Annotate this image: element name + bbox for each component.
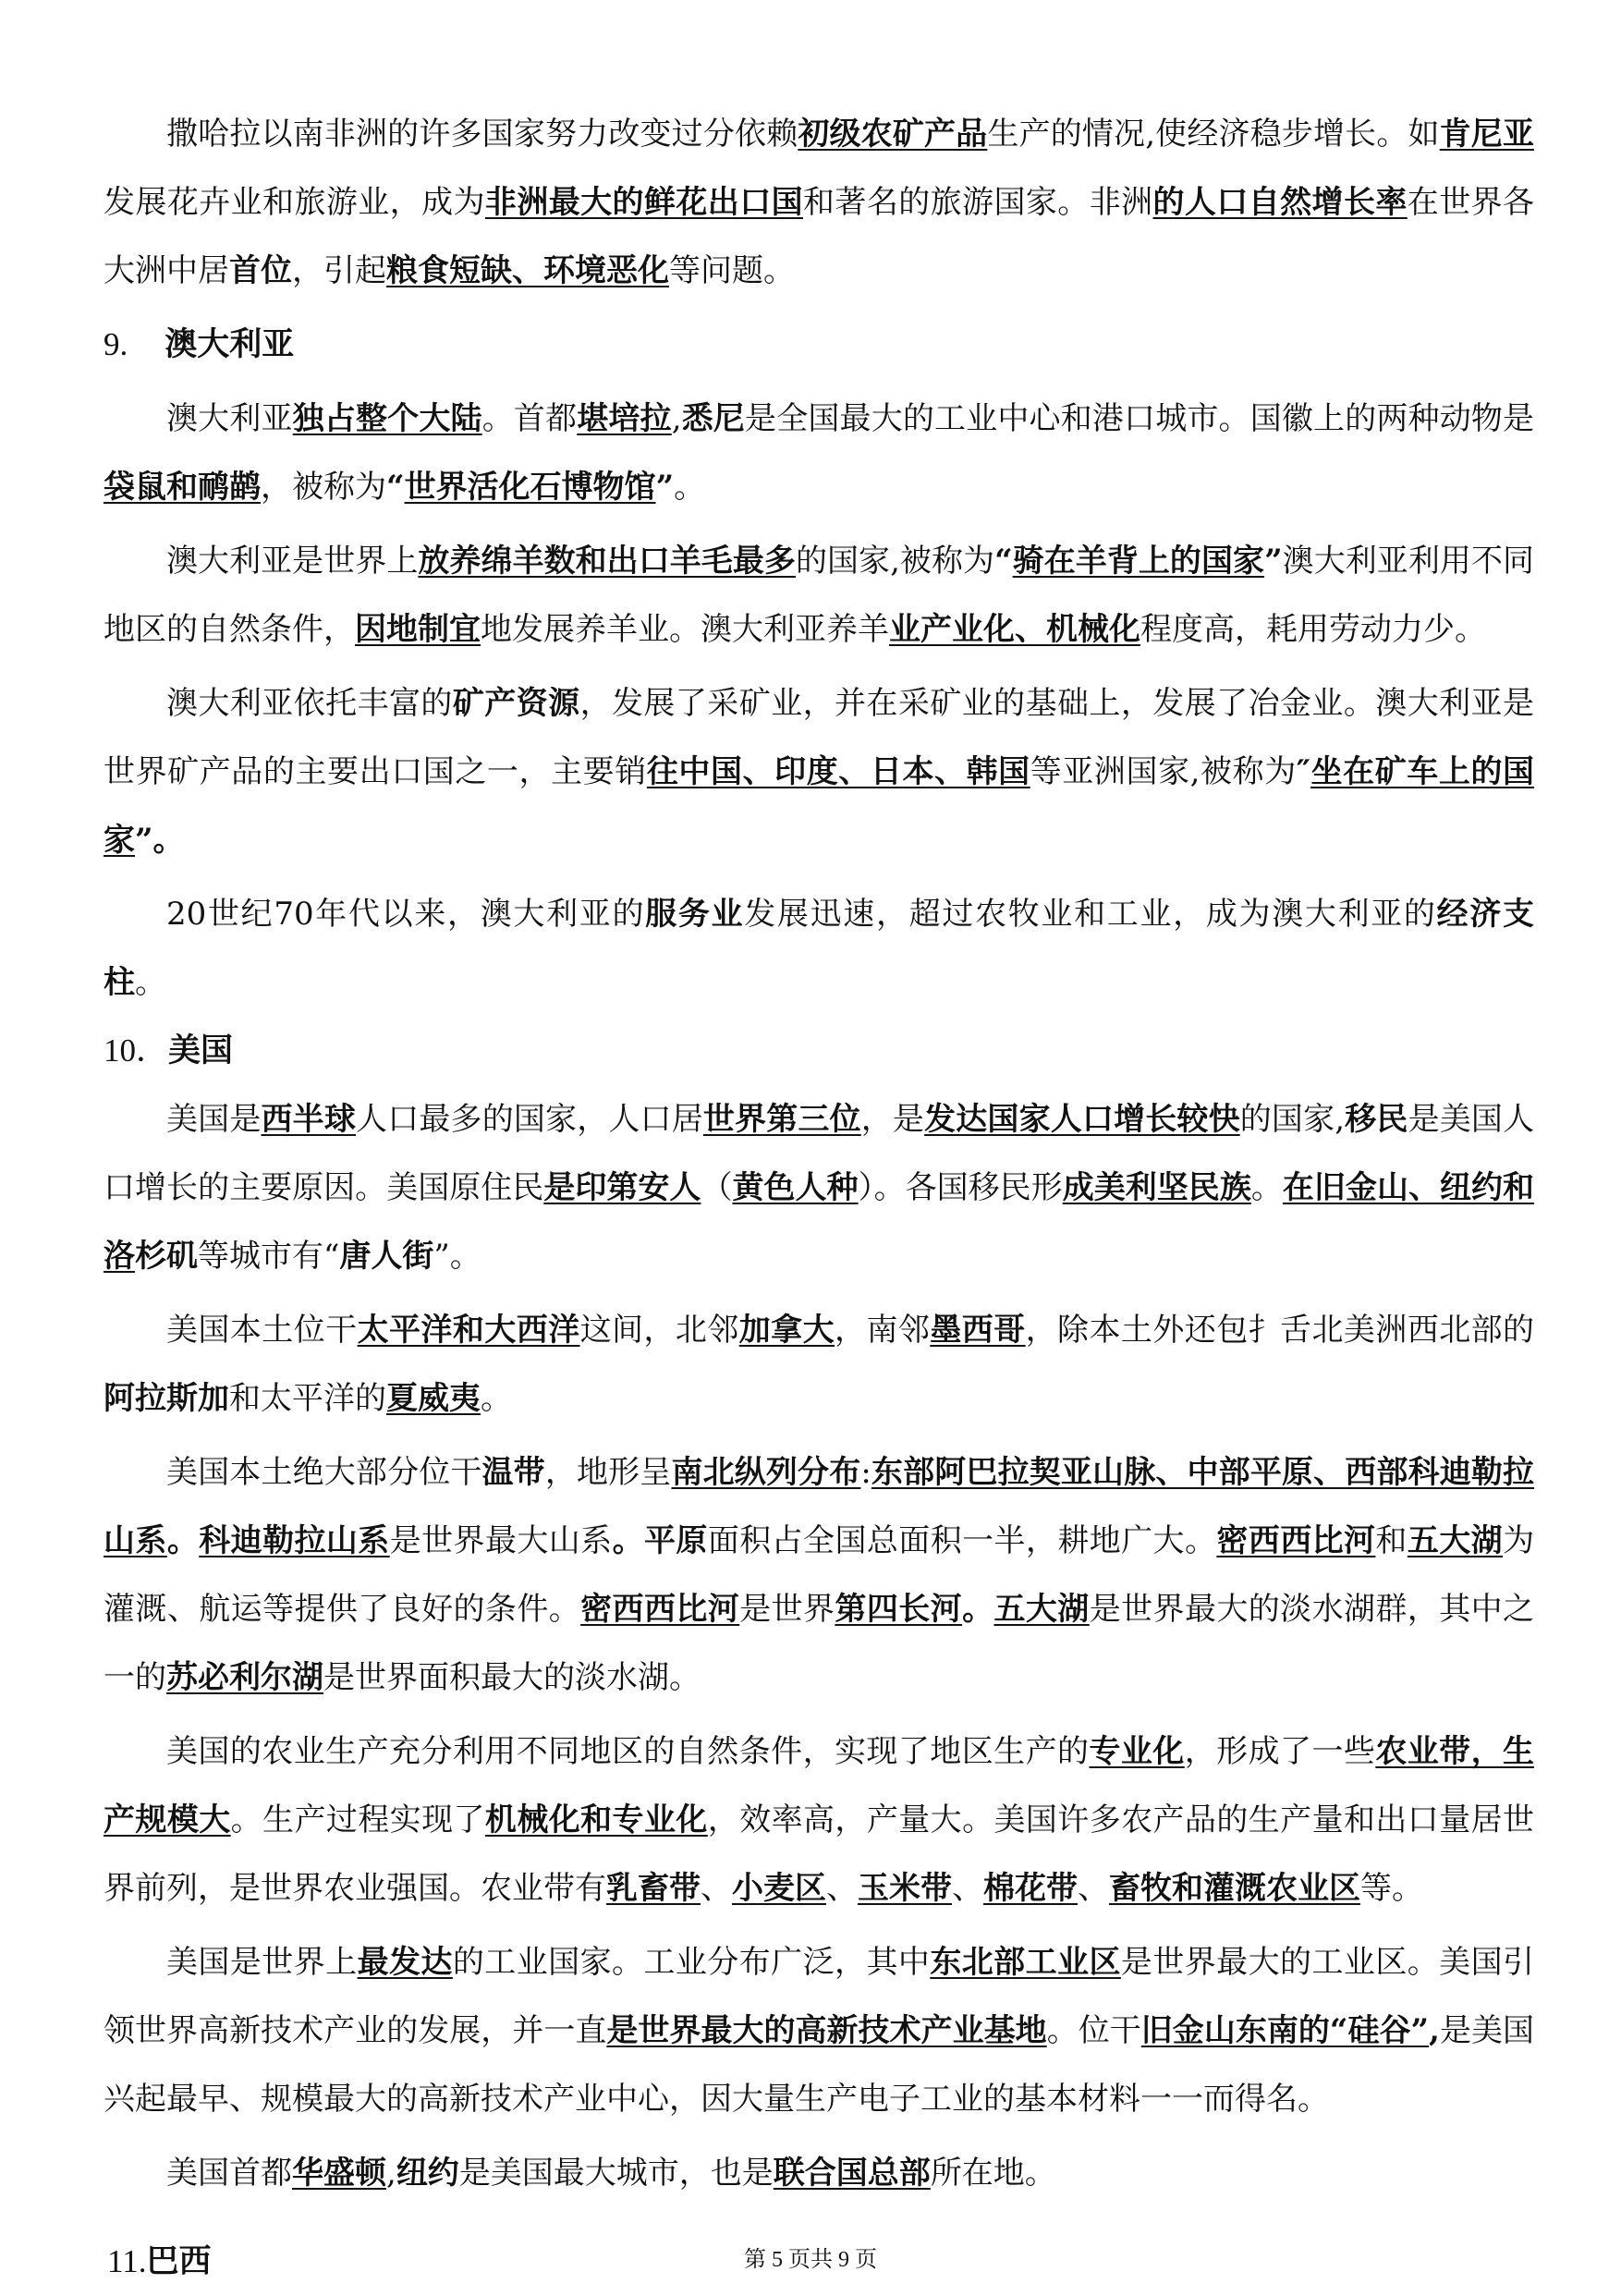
bold-text: 温带 <box>481 1454 545 1491</box>
text-run: 、 <box>826 1870 858 1907</box>
emphasized-term: 非洲最大的鲜花出口国 <box>484 184 804 221</box>
emphasized-term: 旧金山东南的“硅谷” <box>1140 2012 1430 2049</box>
text-run: 发展迅速，超过农牧业和工业，成为澳大利亚的 <box>744 896 1437 933</box>
emphasized-term: 成美利坚民族 <box>1062 1169 1251 1206</box>
total-pages-number: 9 <box>838 2248 849 2272</box>
paragraph <box>104 669 1534 874</box>
bold-text: 杉矶 <box>135 1238 198 1275</box>
paragraph <box>104 1085 1534 1290</box>
emphasized-term: 初级农矿产品 <box>798 116 988 153</box>
emphasized-term: 机械化和专业化 <box>484 1801 708 1838</box>
emphasized-term: 畜牧和灌溉农业区 <box>1109 1870 1360 1907</box>
bold-text: , <box>1429 2012 1440 2049</box>
text-run: ，是 <box>860 1101 925 1138</box>
paragraph <box>104 1296 1534 1433</box>
text-run: 是世界最大山系 <box>389 1522 613 1559</box>
text-run: 的工业国家。工业分布广泛，其中 <box>452 1944 931 1981</box>
emphasized-term: 科迪勒拉山系 <box>199 1522 390 1559</box>
text-run: 。 <box>674 469 706 506</box>
current-page-number: 5 <box>772 2248 783 2272</box>
emphasized-term: 堪培拉 <box>577 400 672 437</box>
text-run: 和太平洋的 <box>229 1380 386 1417</box>
bold-text: 经济支柱 <box>104 896 1534 1001</box>
text-run: 、 <box>952 1870 983 1907</box>
bold-text: 。 <box>962 1591 994 1628</box>
bold-text: ” <box>655 469 675 506</box>
emphasized-term: 在旧金山、纽约和洛 <box>104 1169 1535 1275</box>
bold-text: “ <box>994 543 1013 580</box>
emphasized-term: 联合国总部 <box>773 2155 931 2192</box>
text-run: 美国本土位干 <box>166 1312 358 1349</box>
bold-text: 。平原 <box>612 1522 708 1559</box>
text-run: 和 <box>1375 1522 1408 1559</box>
text-run: 美国本土绝大部分位干 <box>166 1454 482 1491</box>
emphasized-term: 太平洋和大西洋 <box>357 1312 580 1349</box>
text-run: ，发展了采矿业，并在采矿业的基础上，发展了冶金业。澳大利亚是世界矿产品的主要出口国之一，主要销 <box>104 685 1535 790</box>
emphasized-term: 墨西哥 <box>930 1312 1026 1349</box>
emphasized-term: 夏威夷 <box>386 1380 481 1417</box>
paragraph <box>104 1928 1534 2133</box>
text-run: 撒哈拉以南非洲的许多国家努力改变过分依赖 <box>166 116 798 153</box>
section-title: 澳大利亚 <box>165 325 295 363</box>
emphasized-term: 世界活化石博物馆 <box>404 469 656 506</box>
text-run: 是世界最大的淡水湖群，其中之一的 <box>104 1591 1535 1696</box>
text-run: 美国是世界上 <box>166 1944 358 1981</box>
emphasized-term: 骑在羊背上的国家 <box>1012 543 1265 580</box>
text-run: ）。各国移民形 <box>858 1169 1063 1206</box>
text-run: 等城市有“ <box>198 1238 340 1275</box>
emphasized-term: 东北部工业区 <box>930 1944 1121 1981</box>
paragraph <box>104 1438 1534 1712</box>
text-run: 。首都 <box>481 400 578 437</box>
emphasized-term: 是世界最大的高新技术产业基地 <box>606 2012 1047 2049</box>
text-run: 所在地。 <box>930 2155 1056 2192</box>
paragraph <box>104 1717 1534 1923</box>
bold-text: 纽约 <box>396 2155 459 2192</box>
bold-text: ”。 <box>135 822 185 859</box>
text-run: 等。 <box>1360 1870 1423 1907</box>
emphasized-term: 坐在矿车上的国家 <box>104 753 1535 859</box>
text-run: 美国是 <box>166 1101 262 1138</box>
footer-middle: 页共 <box>788 2248 833 2272</box>
emphasized-term: 小麦区 <box>732 1870 826 1907</box>
text-run: ，被称为 <box>261 469 386 506</box>
bold-text: 首位 <box>229 252 292 289</box>
text-run: 、 <box>1078 1870 1109 1907</box>
text-run: 生产的情况,使经济稳步增长。如 <box>987 116 1440 153</box>
text-run: , <box>671 400 682 437</box>
page-footer <box>0 2241 1621 2273</box>
emphasized-term: 乳畜带 <box>606 1870 701 1907</box>
emphasized-term: 的人口自然增长率 <box>1152 184 1408 221</box>
paragraph <box>104 880 1534 1017</box>
emphasized-term: 黄色人种 <box>732 1169 859 1206</box>
text-run: 。生产过程实现了 <box>230 1801 485 1838</box>
text-run: 澳大利亚是世界上 <box>166 543 419 580</box>
emphasized-term: 业产业化、机械化 <box>889 611 1140 648</box>
bold-text: 移民 <box>1345 1101 1408 1138</box>
text-run: 是美国人口增长的主要原因。美国原住民 <box>104 1101 1535 1206</box>
bold-text: 阿拉斯加 <box>104 1380 229 1417</box>
emphasized-term: 发达国家人口增长较快 <box>924 1101 1240 1138</box>
text-run: 为灌溉、航运等提供了良好的条件。 <box>104 1522 1535 1628</box>
paragraph <box>104 385 1534 521</box>
text-run: 面积占全国总面积一半，耕地广大。 <box>707 1522 1217 1559</box>
paragraph <box>104 100 1534 305</box>
text-run: 的国家, <box>1239 1101 1346 1138</box>
paragraph <box>104 2139 1534 2207</box>
text-run: 等问题。 <box>669 252 795 289</box>
text-run: ，引起 <box>292 252 386 289</box>
text-run: 是美国兴起最早、规模最大的高新技术产业中心，因大量生产电子工业的基本材料一一而得名。 <box>104 2012 1535 2118</box>
section-title: 美国 <box>168 1032 234 1069</box>
emphasized-term: 因地制宜 <box>355 611 481 648</box>
bold-text: “ <box>386 469 405 506</box>
text-run: ”。 <box>433 1238 481 1275</box>
text-run: 美国的农业生产充分利用不同地区的自然条件，实现了地区生产的 <box>166 1733 1090 1770</box>
emphasized-term: 苏必利尔湖 <box>166 1659 323 1696</box>
bold-text: 服务业 <box>645 896 745 933</box>
emphasized-term: 农业带，生产规模大 <box>104 1733 1535 1838</box>
emphasized-term: 往中国、印度、日本、韩国 <box>646 753 1030 790</box>
text-run: 程度高，耗用劳动力少。 <box>1140 611 1486 648</box>
emphasized-term: 棉花带 <box>983 1870 1078 1907</box>
emphasized-term: 肯尼亚 <box>1439 116 1535 153</box>
section-heading-usa <box>104 1017 1534 1085</box>
text-run: 。 <box>1250 1169 1283 1206</box>
text-run: 、 <box>701 1870 732 1907</box>
section-number: 10． <box>104 1032 169 1069</box>
text-run: 的国家,被称为 <box>795 543 995 580</box>
bold-text: 矿产资源 <box>452 685 580 722</box>
text-run: 是世界面积最大的淡水湖。 <box>323 1659 701 1696</box>
text-run: : <box>860 1454 871 1491</box>
text-run: ，效率高，产量大。美国许多农产品的生产量和出口量居世界前列，是世界农业强国。农业带有 <box>104 1801 1535 1907</box>
paragraph <box>104 527 1534 664</box>
bold-text: 。 <box>166 1522 200 1559</box>
emphasized-term: 最发达 <box>357 1944 453 1981</box>
emphasized-term: 华盛顿 <box>292 2155 386 2192</box>
bold-text: ″ <box>1296 753 1310 790</box>
emphasized-term: 五大湖 <box>993 1591 1090 1628</box>
emphasized-term: 五大湖 <box>1407 1522 1504 1559</box>
section-number: 11. <box>107 2243 147 2279</box>
text-run: ，南邻 <box>835 1312 931 1349</box>
emphasized-term: 独占整个大陆 <box>292 400 482 437</box>
text-run: 澳大利亚 <box>166 400 293 437</box>
text-run: 澳大利亚利用不同地区的自然条件， <box>104 543 1534 648</box>
emphasized-term: 南北纵列分布 <box>671 1454 861 1491</box>
emphasized-term: 放养绵羊数和出口羊毛最多 <box>418 543 796 580</box>
text-run: 是美国最大城市，也是 <box>458 2155 774 2192</box>
emphasized-term: 密西西比河 <box>580 1591 740 1628</box>
text-run: 在世界各大洲中居 <box>104 184 1535 289</box>
text-run: ，形成了一些 <box>1184 1733 1376 1770</box>
text-run: 地发展养羊业。澳大利亚养羊 <box>481 611 889 648</box>
footer-suffix: 页 <box>855 2248 877 2272</box>
emphasized-term: 粮食短缺、环境恶化 <box>386 252 669 289</box>
text-run: 。 <box>135 964 166 1001</box>
emphasized-term: 东部阿巴拉契亚山脉、中部平原、西部科迪勒拉山系 <box>104 1454 1535 1559</box>
text-run: 20世纪70年代以来，澳大利亚的 <box>166 896 646 933</box>
emphasized-term: 玉米带 <box>858 1870 952 1907</box>
text-run: ，除本土外还包扌舌北美洲西北部的 <box>1025 1312 1535 1349</box>
document-body <box>104 100 1534 2296</box>
section-number: 9. <box>104 326 128 362</box>
section-heading-australia <box>104 311 1534 379</box>
emphasized-term: 第四长河 <box>835 1591 963 1628</box>
text-run: 是世界 <box>739 1591 835 1628</box>
emphasized-term: 世界第三位 <box>702 1101 861 1138</box>
emphasized-term: 西半球 <box>261 1101 357 1138</box>
text-run: 澳大利亚依托丰富的 <box>166 685 453 722</box>
footer-prefix: 第 <box>744 2248 766 2272</box>
text-run: 。 <box>481 1380 512 1417</box>
bold-text: 悉尼 <box>681 400 746 437</box>
bold-text: ” <box>1264 543 1283 580</box>
text-run: （ <box>701 1169 733 1206</box>
text-run: 这间，北邻 <box>579 1312 739 1349</box>
text-run: 美国首都 <box>166 2155 292 2192</box>
text-run: 和著名的旅游国家。非洲 <box>803 184 1153 221</box>
text-run: 发展花卉业和旅游业，成为 <box>104 184 485 221</box>
text-run: 。位干 <box>1046 2012 1141 2049</box>
emphasized-term: 专业化 <box>1089 1733 1185 1770</box>
bold-text: 唐人街 <box>339 1238 434 1275</box>
text-run: 是全国最大的工业中心和港口城市。国徽上的两种动物是 <box>745 400 1535 437</box>
emphasized-term: 密西西比河 <box>1216 1522 1376 1559</box>
text-run: ，地形呈 <box>544 1454 672 1491</box>
emphasized-term: 加拿大 <box>738 1312 835 1349</box>
emphasized-term: 是印第安人 <box>543 1169 701 1206</box>
text-run: 人口最多的国家，人口居 <box>356 1101 703 1138</box>
emphasized-term: 袋鼠和鸸鹋 <box>104 469 261 506</box>
text-run: 等亚洲国家,被称为 <box>1030 753 1297 790</box>
text-run: , <box>386 2155 396 2192</box>
section-title: 巴西 <box>146 2242 212 2280</box>
text-run: 是世界最大的工业区。美国引领世界高新技术产业的发展，并一直 <box>104 1944 1535 2049</box>
